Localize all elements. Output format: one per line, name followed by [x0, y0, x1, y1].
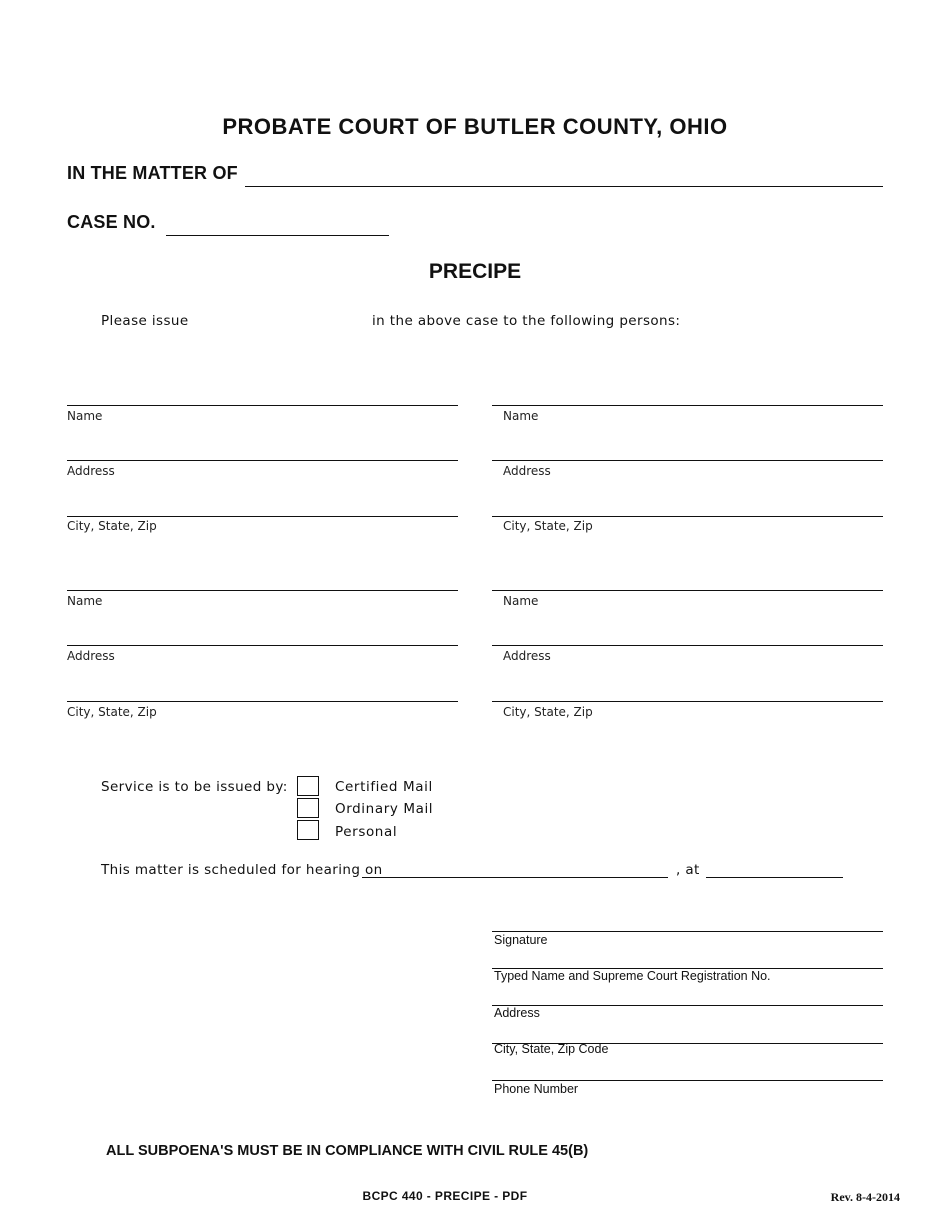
address-field[interactable] [67, 460, 458, 461]
hearing-prefix: This matter is scheduled for hearing on [101, 862, 383, 878]
name-label: Name [503, 409, 539, 423]
city-label: City, State, Zip [503, 519, 593, 533]
service-label: Service is to be issued by: [101, 779, 288, 795]
phone-field[interactable] [492, 1080, 883, 1081]
ordinary-mail-checkbox[interactable] [297, 798, 319, 818]
address-field[interactable] [492, 645, 883, 646]
matter-label: IN THE MATTER OF [67, 163, 238, 183]
case-no-field[interactable] [166, 221, 389, 236]
personal-checkbox[interactable] [297, 820, 319, 840]
attorney-address-label: Address [494, 1006, 540, 1020]
attorney-address-field[interactable] [492, 1005, 883, 1006]
name-label: Name [503, 594, 539, 608]
hearing-time-field[interactable] [706, 864, 843, 878]
city-label: City, State, Zip [67, 519, 157, 533]
name-label: Name [67, 594, 103, 608]
request-suffix: in the above case to the following persons: [372, 313, 681, 329]
name-field[interactable] [67, 590, 458, 591]
person-block-1 [67, 405, 458, 535]
city-label: City, State, Zip [503, 705, 593, 719]
signature-field[interactable] [492, 931, 883, 932]
request-prefix: Please issue [101, 313, 189, 329]
address-label: Address [67, 649, 115, 663]
hearing-at-label: , at [676, 862, 700, 878]
person-block-4 [492, 590, 883, 720]
civil-rule-notice: ALL SUBPOENA'S MUST BE IN COMPLIANCE WITH CIVIL RULE 45(B) [106, 1143, 589, 1159]
form-id: BCPC 440 - PRECIPE - PDF [362, 1189, 528, 1203]
city-label: City, State, Zip [67, 705, 157, 719]
case-no-label: CASE NO. [67, 212, 156, 232]
court-title: PROBATE COURT OF BUTLER COUNTY, OHIO [222, 114, 728, 139]
name-field[interactable] [492, 405, 883, 406]
revision-date: Rev. 8-4-2014 [830, 1190, 900, 1204]
city-field[interactable] [67, 516, 458, 517]
form-title: PRECIPE [428, 260, 522, 283]
typed-name-label: Typed Name and Supreme Court Registration No. [494, 969, 771, 983]
person-block-3 [67, 590, 458, 720]
ordinary-mail-label: Ordinary Mail [335, 801, 434, 817]
name-field[interactable] [67, 405, 458, 406]
matter-field[interactable] [245, 172, 883, 187]
phone-label: Phone Number [494, 1082, 579, 1096]
address-field[interactable] [492, 460, 883, 461]
city-field[interactable] [492, 516, 883, 517]
address-label: Address [503, 464, 551, 478]
attorney-city-label: City, State, Zip Code [494, 1042, 609, 1056]
person-block-2 [492, 405, 883, 535]
city-field[interactable] [67, 701, 458, 702]
certified-mail-checkbox[interactable] [297, 776, 319, 796]
address-field[interactable] [67, 645, 458, 646]
name-field[interactable] [492, 590, 883, 591]
address-label: Address [67, 464, 115, 478]
name-label: Name [67, 409, 103, 423]
hearing-date-field[interactable] [362, 864, 668, 878]
issue-field[interactable] [195, 313, 360, 331]
certified-mail-label: Certified Mail [335, 779, 433, 795]
address-label: Address [503, 649, 551, 663]
personal-label: Personal [335, 824, 398, 840]
city-field[interactable] [492, 701, 883, 702]
signature-label: Signature [494, 933, 548, 947]
